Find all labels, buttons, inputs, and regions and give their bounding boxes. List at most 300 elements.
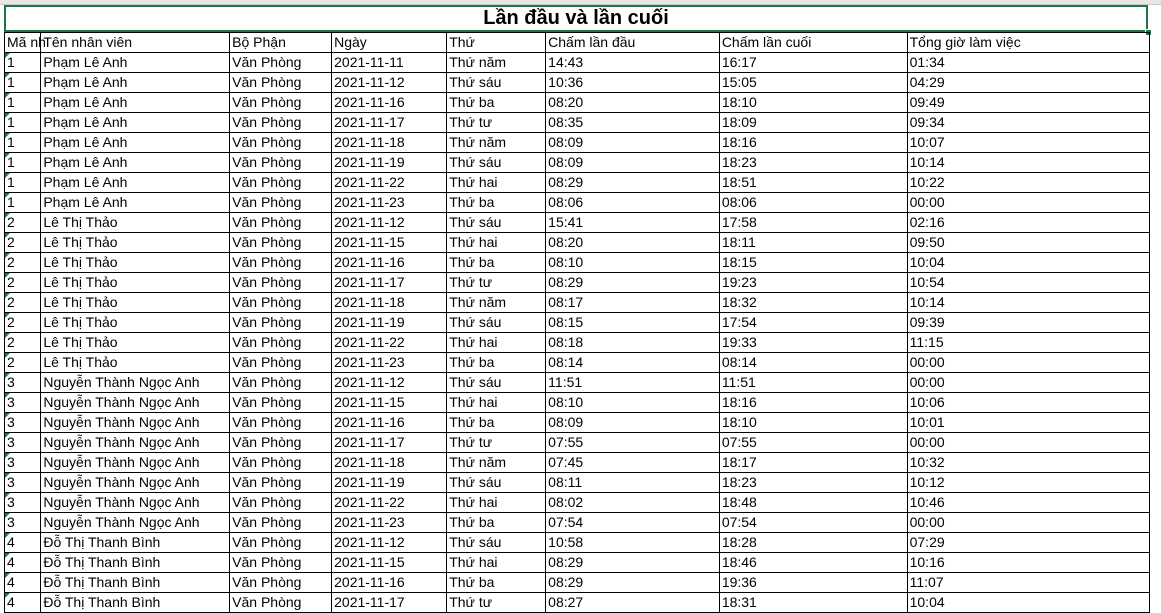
cell-last-punch[interactable] — [719, 533, 907, 553]
cell-total-hours[interactable] — [907, 53, 1149, 73]
cell-date[interactable] — [332, 593, 447, 613]
cell-department[interactable] — [230, 173, 332, 193]
cell-date[interactable] — [332, 73, 447, 93]
cell-last-punch[interactable] — [719, 593, 907, 613]
cell-employee-id[interactable] — [5, 573, 41, 593]
cell-weekday[interactable] — [447, 153, 546, 173]
cell-first-punch[interactable] — [546, 173, 720, 193]
cell-employee-name[interactable] — [41, 573, 230, 593]
cell-employee-name[interactable] — [41, 253, 230, 273]
cell-weekday[interactable] — [447, 453, 546, 473]
cell-employee-id[interactable] — [5, 553, 41, 573]
cell-department[interactable] — [230, 273, 332, 293]
cell-weekday-text: Thứ tư — [449, 594, 493, 610]
cell-employee-name[interactable] — [41, 113, 230, 133]
cell-first-punch-text: 14:43 — [548, 54, 584, 70]
cell-employee-name[interactable] — [41, 593, 230, 613]
cell-department[interactable] — [230, 513, 332, 533]
cell-first-punch[interactable] — [546, 593, 720, 613]
cell-last-punch[interactable] — [719, 293, 907, 313]
cell-last-punch[interactable] — [719, 393, 907, 413]
cell-first-punch-text: 08:11 — [548, 474, 583, 490]
cell-employee-id[interactable] — [5, 333, 41, 353]
cell-employee-name[interactable] — [41, 293, 230, 313]
cell-weekday-text: Thứ ba — [449, 94, 495, 110]
table-row — [5, 433, 1150, 453]
cell-employee-id[interactable] — [5, 313, 41, 333]
cell-last-punch[interactable] — [719, 373, 907, 393]
cell-employee-name[interactable] — [41, 213, 230, 233]
cell-employee-name[interactable] — [41, 533, 230, 553]
cell-employee-id[interactable] — [5, 513, 41, 533]
cell-total-hours[interactable] — [907, 73, 1149, 93]
cell-date[interactable] — [332, 533, 447, 553]
cell-total-hours[interactable] — [907, 513, 1149, 533]
cell-date-text: 2021-11-12 — [334, 74, 405, 90]
cell-first-punch[interactable] — [546, 533, 720, 553]
cell-weekday[interactable] — [447, 493, 546, 513]
cell-employee-id-text: 2 — [7, 294, 15, 310]
cell-employee-name-text: Nguyễn Thành Ngọc Anh — [43, 474, 200, 490]
cell-first-punch[interactable] — [546, 253, 720, 273]
cell-last-punch[interactable] — [719, 153, 907, 173]
table-row — [5, 413, 1150, 433]
cell-employee-id[interactable] — [5, 133, 41, 153]
cell-employee-name[interactable] — [41, 453, 230, 473]
cell-last-punch[interactable] — [719, 413, 907, 433]
cell-last-punch[interactable] — [719, 213, 907, 233]
cell-first-punch[interactable] — [546, 273, 720, 293]
number-as-text-indicator-icon — [5, 153, 10, 158]
cell-employee-id[interactable] — [5, 233, 41, 253]
cell-weekday[interactable] — [447, 93, 546, 113]
cell-last-punch[interactable] — [719, 253, 907, 273]
cell-total-hours[interactable] — [907, 333, 1149, 353]
cell-department[interactable] — [230, 133, 332, 153]
cell-total-hours[interactable] — [907, 493, 1149, 513]
cell-weekday[interactable] — [447, 553, 546, 573]
cell-department-text: Văn Phòng — [232, 454, 302, 470]
cell-first-punch[interactable] — [546, 233, 720, 253]
cell-date[interactable] — [332, 513, 447, 533]
cell-employee-id[interactable] — [5, 293, 41, 313]
number-as-text-indicator-icon — [5, 93, 10, 98]
number-as-text-indicator-icon — [5, 113, 10, 118]
cell-date[interactable] — [332, 113, 447, 133]
cell-employee-id[interactable] — [5, 353, 41, 373]
cell-date[interactable] — [332, 53, 447, 73]
cell-last-punch[interactable] — [719, 333, 907, 353]
cell-weekday-text: Thứ ba — [449, 254, 495, 270]
cell-employee-name-text: Phạm Lê Anh — [43, 54, 128, 70]
cell-first-punch[interactable] — [546, 313, 720, 333]
cell-last-punch[interactable] — [719, 173, 907, 193]
cell-weekday[interactable] — [447, 333, 546, 353]
cell-first-punch-text: 08:14 — [548, 354, 584, 370]
cell-date-text: 2021-11-22 — [334, 494, 405, 510]
header-date[interactable]: Ngày — [332, 33, 447, 53]
cell-weekday[interactable] — [447, 213, 546, 233]
cell-employee-name[interactable] — [41, 93, 230, 113]
number-as-text-indicator-icon — [5, 353, 10, 358]
cell-employee-name[interactable] — [41, 493, 230, 513]
cell-last-punch-text: 15:05 — [721, 74, 757, 90]
cell-employee-name-text: Lê Thị Thảo — [43, 254, 118, 270]
cell-weekday-text: Thứ ba — [449, 414, 495, 430]
cell-employee-name[interactable] — [41, 373, 230, 393]
cell-date[interactable] — [332, 233, 447, 253]
cell-total-hours[interactable] — [907, 253, 1149, 273]
cell-department-text: Văn Phòng — [232, 354, 302, 370]
cell-department[interactable] — [230, 493, 332, 513]
cell-first-punch[interactable] — [546, 433, 720, 453]
cell-employee-id[interactable] — [5, 253, 41, 273]
cell-employee-name[interactable] — [41, 353, 230, 373]
number-as-text-indicator-icon — [5, 173, 10, 178]
cell-department[interactable] — [230, 313, 332, 333]
cell-total-hours[interactable] — [907, 313, 1149, 333]
cell-employee-name[interactable] — [41, 413, 230, 433]
cell-date[interactable] — [332, 253, 447, 273]
cell-employee-name[interactable] — [41, 393, 230, 413]
cell-employee-id[interactable] — [5, 593, 41, 613]
cell-weekday[interactable] — [447, 413, 546, 433]
cell-weekday[interactable] — [447, 433, 546, 453]
header-last-punch[interactable]: Chấm lần cuối — [719, 33, 907, 53]
cell-first-punch[interactable] — [546, 553, 720, 573]
cell-last-punch[interactable] — [719, 193, 907, 213]
cell-department[interactable] — [230, 433, 332, 453]
cell-first-punch[interactable] — [546, 373, 720, 393]
cell-employee-name-text: Nguyễn Thành Ngọc Anh — [43, 394, 200, 410]
cell-employee-id-text: 3 — [7, 514, 15, 530]
cell-date[interactable] — [332, 333, 447, 353]
cell-first-punch-text: 08:27 — [548, 594, 584, 610]
cell-last-punch[interactable] — [719, 553, 907, 573]
cell-weekday[interactable] — [447, 273, 546, 293]
cell-first-punch-text: 08:20 — [548, 94, 584, 110]
cell-last-punch[interactable] — [719, 513, 907, 533]
cell-date-text: 2021-11-23 — [334, 514, 405, 530]
cell-total-hours[interactable] — [907, 133, 1149, 153]
cell-date[interactable] — [332, 433, 447, 453]
cell-date[interactable] — [332, 93, 447, 113]
cell-employee-name-text: Phạm Lê Anh — [43, 114, 128, 130]
cell-last-punch-text: 07:54 — [721, 514, 757, 530]
cell-weekday[interactable] — [447, 473, 546, 493]
header-employee-id[interactable]: Mã nh — [5, 33, 41, 53]
cell-last-punch-text: 18:17 — [721, 454, 757, 470]
cell-department[interactable] — [230, 113, 332, 133]
cell-employee-name-text: Phạm Lê Anh — [43, 74, 128, 90]
cell-date[interactable] — [332, 573, 447, 593]
cell-last-punch[interactable] — [719, 113, 907, 133]
cell-employee-name[interactable] — [41, 153, 230, 173]
cell-department-text: Văn Phòng — [232, 374, 302, 390]
cell-date-text: 2021-11-12 — [334, 374, 405, 390]
cell-total-hours[interactable] — [907, 553, 1149, 573]
cell-last-punch-text: 18:28 — [721, 534, 757, 550]
cell-date[interactable] — [332, 273, 447, 293]
cell-employee-name[interactable] — [41, 273, 230, 293]
cell-department[interactable] — [230, 553, 332, 573]
cell-first-punch[interactable] — [546, 353, 720, 373]
cell-department[interactable] — [230, 73, 332, 93]
cell-total-hours[interactable] — [907, 473, 1149, 493]
cell-date-text: 2021-11-17 — [334, 594, 405, 610]
cell-total-hours[interactable] — [907, 533, 1149, 553]
cell-department[interactable] — [230, 473, 332, 493]
table-row — [5, 473, 1150, 493]
cell-employee-id-text: 1 — [7, 154, 15, 170]
cell-employee-id[interactable] — [5, 113, 41, 133]
cell-date[interactable] — [332, 393, 447, 413]
cell-last-punch[interactable] — [719, 233, 907, 253]
number-as-text-indicator-icon — [5, 553, 10, 558]
cell-total-hours[interactable] — [907, 373, 1149, 393]
cell-weekday[interactable] — [447, 233, 546, 253]
cell-department[interactable] — [230, 253, 332, 273]
cell-weekday[interactable] — [447, 593, 546, 613]
cell-weekday-text: Thứ năm — [449, 454, 507, 470]
cell-date[interactable] — [332, 153, 447, 173]
table-row — [5, 333, 1150, 353]
cell-weekday[interactable] — [447, 533, 546, 553]
cell-first-punch[interactable] — [546, 473, 720, 493]
cell-department[interactable] — [230, 593, 332, 613]
cell-department[interactable] — [230, 213, 332, 233]
cell-last-punch[interactable] — [719, 353, 907, 373]
cell-date[interactable] — [332, 493, 447, 513]
cell-employee-id[interactable] — [5, 73, 41, 93]
cell-employee-id[interactable] — [5, 93, 41, 113]
table-row — [5, 513, 1150, 533]
cell-department[interactable] — [230, 333, 332, 353]
cell-first-punch[interactable] — [546, 293, 720, 313]
cell-last-punch[interactable] — [719, 453, 907, 473]
cell-department-text: Văn Phòng — [232, 414, 302, 430]
cell-employee-name[interactable] — [41, 233, 230, 253]
cell-total-hours[interactable] — [907, 413, 1149, 433]
cell-department[interactable] — [230, 373, 332, 393]
table-row — [5, 593, 1150, 613]
cell-employee-id[interactable] — [5, 493, 41, 513]
cell-first-punch[interactable] — [546, 493, 720, 513]
cell-total-hours[interactable] — [907, 453, 1149, 473]
cell-employee-name[interactable] — [41, 53, 230, 73]
header-employee-name[interactable]: Tên nhân viên — [41, 33, 230, 53]
cell-date[interactable] — [332, 313, 447, 333]
cell-employee-id[interactable] — [5, 273, 41, 293]
cell-total-hours[interactable] — [907, 173, 1149, 193]
cell-employee-name[interactable] — [41, 333, 230, 353]
cell-date-text: 2021-11-19 — [334, 154, 405, 170]
cell-last-punch[interactable] — [719, 313, 907, 333]
cell-date[interactable] — [332, 353, 447, 373]
cell-weekday[interactable] — [447, 513, 546, 533]
cell-last-punch[interactable] — [719, 433, 907, 453]
table-row — [5, 273, 1150, 293]
cell-department[interactable] — [230, 233, 332, 253]
cell-employee-name[interactable] — [41, 313, 230, 333]
cell-employee-id[interactable] — [5, 373, 41, 393]
cell-employee-name[interactable] — [41, 173, 230, 193]
cell-total-hours[interactable] — [907, 593, 1149, 613]
cell-department[interactable] — [230, 293, 332, 313]
cell-department[interactable] — [230, 393, 332, 413]
cell-first-punch[interactable] — [546, 193, 720, 213]
cell-first-punch[interactable] — [546, 413, 720, 433]
cell-employee-id[interactable] — [5, 533, 41, 553]
table-row — [5, 493, 1150, 513]
cell-total-hours[interactable] — [907, 433, 1149, 453]
cell-total-hours[interactable] — [907, 213, 1149, 233]
cell-total-hours[interactable] — [907, 353, 1149, 373]
cell-date[interactable] — [332, 133, 447, 153]
cell-last-punch[interactable] — [719, 273, 907, 293]
cell-total-hours[interactable] — [907, 573, 1149, 593]
cell-employee-name-text: Nguyễn Thành Ngọc Anh — [43, 494, 200, 510]
cell-employee-id[interactable] — [5, 453, 41, 473]
cell-first-punch[interactable] — [546, 73, 720, 93]
cell-first-punch[interactable] — [546, 393, 720, 413]
cell-weekday-text: Thứ tư — [449, 274, 493, 290]
cell-department[interactable] — [230, 533, 332, 553]
cell-first-punch[interactable] — [546, 153, 720, 173]
cell-employee-id[interactable] — [5, 193, 41, 213]
cell-total-hours[interactable] — [907, 113, 1149, 133]
cell-date[interactable] — [332, 173, 447, 193]
cell-department[interactable] — [230, 353, 332, 373]
cell-first-punch[interactable] — [546, 453, 720, 473]
cell-last-punch-text: 17:58 — [721, 214, 757, 230]
cell-weekday[interactable] — [447, 353, 546, 373]
table-row — [5, 393, 1150, 413]
cell-department[interactable] — [230, 153, 332, 173]
cell-date[interactable] — [332, 473, 447, 493]
cell-date[interactable] — [332, 553, 447, 573]
cell-employee-id[interactable] — [5, 213, 41, 233]
cell-department[interactable] — [230, 413, 332, 433]
cell-employee-id[interactable] — [5, 173, 41, 193]
cell-employee-name[interactable] — [41, 433, 230, 453]
cell-department[interactable] — [230, 453, 332, 473]
cell-employee-id[interactable] — [5, 53, 41, 73]
cell-first-punch[interactable] — [546, 93, 720, 113]
cell-last-punch-text: 17:54 — [721, 314, 757, 330]
cell-last-punch[interactable] — [719, 473, 907, 493]
header-first-punch[interactable]: Chấm lần đầu — [546, 33, 720, 53]
cell-first-punch[interactable] — [546, 133, 720, 153]
cell-weekday[interactable] — [447, 373, 546, 393]
cell-date[interactable] — [332, 193, 447, 213]
cell-first-punch[interactable] — [546, 213, 720, 233]
table-row — [5, 173, 1150, 193]
cell-employee-name[interactable] — [41, 473, 230, 493]
cell-date[interactable] — [332, 413, 447, 433]
cell-date[interactable] — [332, 213, 447, 233]
cell-date[interactable] — [332, 293, 447, 313]
cell-employee-id[interactable] — [5, 433, 41, 453]
cell-first-punch[interactable] — [546, 53, 720, 73]
cell-last-punch-text: 19:23 — [721, 274, 757, 290]
cell-department[interactable] — [230, 93, 332, 113]
cell-employee-id[interactable] — [5, 393, 41, 413]
cell-weekday-text: Thứ sáu — [449, 474, 502, 490]
cell-weekday[interactable] — [447, 253, 546, 273]
cell-total-hours[interactable] — [907, 233, 1149, 253]
number-as-text-indicator-icon — [5, 213, 10, 218]
cell-employee-id[interactable] — [5, 413, 41, 433]
title-cell[interactable] — [4, 5, 1148, 32]
cell-total-hours[interactable] — [907, 273, 1149, 293]
cell-total-hours-text: 10:06 — [909, 394, 945, 410]
cell-employee-id[interactable] — [5, 153, 41, 173]
cell-weekday[interactable] — [447, 73, 546, 93]
cell-weekday[interactable] — [447, 173, 546, 193]
cell-total-hours[interactable] — [907, 393, 1149, 413]
cell-first-punch[interactable] — [546, 573, 720, 593]
cell-last-punch[interactable] — [719, 93, 907, 113]
header-department[interactable]: Bộ Phận — [230, 33, 332, 53]
cell-total-hours[interactable] — [907, 153, 1149, 173]
cell-weekday[interactable] — [447, 53, 546, 73]
cell-total-hours-text: 00:00 — [909, 354, 945, 370]
cell-total-hours-text: 11:07 — [909, 574, 944, 590]
cell-date-text: 2021-11-15 — [334, 394, 405, 410]
cell-weekday[interactable] — [447, 313, 546, 333]
cell-total-hours[interactable] — [907, 193, 1149, 213]
cell-employee-name[interactable] — [41, 553, 230, 573]
cell-employee-id[interactable] — [5, 473, 41, 493]
cell-last-punch-text: 18:11 — [721, 234, 756, 250]
cell-last-punch[interactable] — [719, 53, 907, 73]
cell-first-punch[interactable] — [546, 113, 720, 133]
cell-department[interactable] — [230, 573, 332, 593]
cell-last-punch[interactable] — [719, 493, 907, 513]
cell-department-text: Văn Phòng — [232, 214, 302, 230]
cell-first-punch-text: 08:09 — [548, 134, 584, 150]
cell-employee-name-text: Phạm Lê Anh — [43, 94, 128, 110]
cell-last-punch-text: 18:16 — [721, 134, 757, 150]
cell-weekday[interactable] — [447, 113, 546, 133]
cell-date[interactable] — [332, 453, 447, 473]
cell-weekday[interactable] — [447, 193, 546, 213]
cell-employee-name[interactable] — [41, 513, 230, 533]
cell-weekday[interactable] — [447, 133, 546, 153]
cell-first-punch[interactable] — [546, 333, 720, 353]
cell-weekday[interactable] — [447, 293, 546, 313]
cell-last-punch[interactable] — [719, 133, 907, 153]
cell-department[interactable] — [230, 193, 332, 213]
cell-weekday[interactable] — [447, 573, 546, 593]
cell-last-punch[interactable] — [719, 73, 907, 93]
cell-department[interactable] — [230, 53, 332, 73]
cell-date[interactable] — [332, 373, 447, 393]
cell-total-hours[interactable] — [907, 293, 1149, 313]
cell-department-text: Văn Phòng — [232, 54, 302, 70]
cell-employee-name[interactable] — [41, 133, 230, 153]
cell-weekday[interactable] — [447, 393, 546, 413]
header-total-hours[interactable]: Tổng giờ làm việc — [907, 33, 1149, 53]
cell-employee-name[interactable] — [41, 193, 230, 213]
cell-last-punch[interactable] — [719, 573, 907, 593]
cell-employee-name[interactable] — [41, 73, 230, 93]
cell-total-hours[interactable] — [907, 93, 1149, 113]
header-weekday[interactable]: Thứ — [447, 33, 546, 53]
cell-employee-name-text: Lê Thị Thảo — [43, 214, 118, 230]
cell-first-punch[interactable] — [546, 513, 720, 533]
